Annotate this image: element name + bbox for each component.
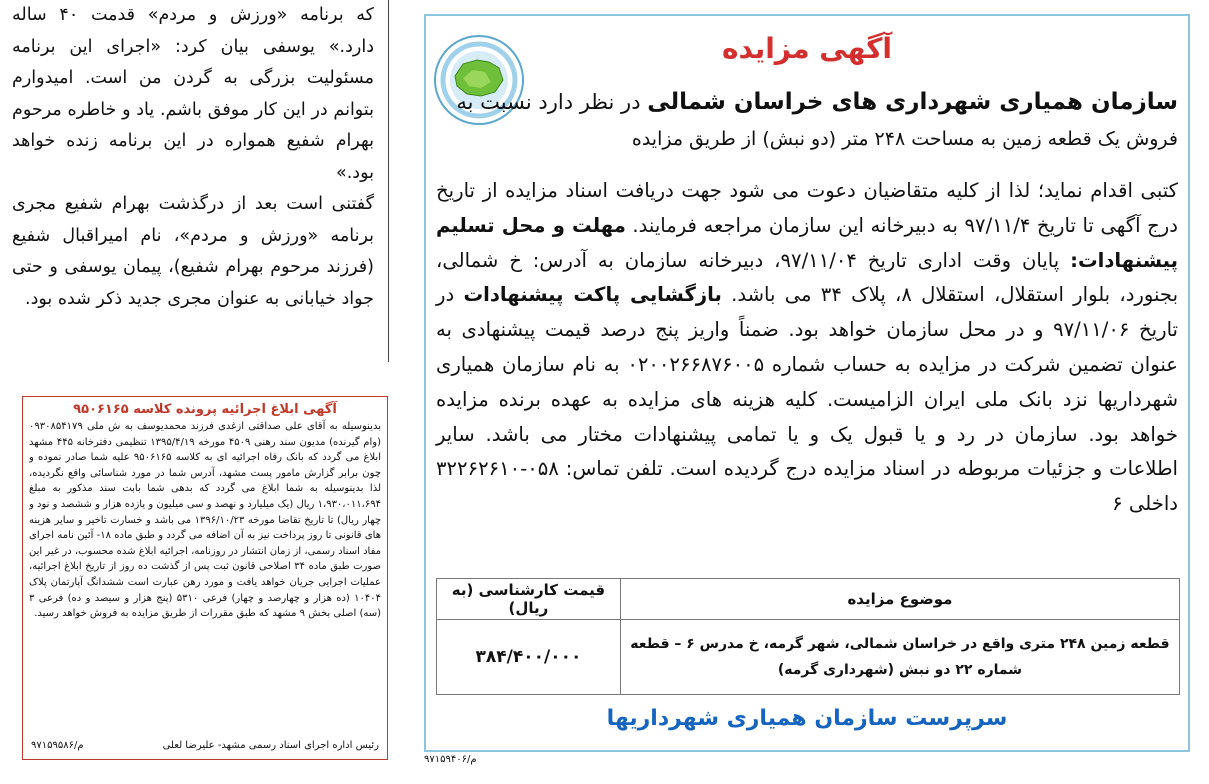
auction-table <box>436 578 1180 695</box>
notice-body: بدینوسیله به آقای علی صداقتی ازغدی فرزند محمدیوسف به ش ملی ۰۹۳۰۸۵۴۱۷۹ (وام گیرنده) مدیون سند رهنی ۴۵۰۹ مورخه ۱۳۹۵/۴/۱۹ تنظیمی دفترخانه ۴۴۵ مشهد ابلاغ می گردد که بانک رفاه اجرائیه ای به کلاسه ۹۵۰۶۱۶۵ علیه شما صادر نموده و چون برابر گزارش مامور پست مشهد، آدرس شما در مورد شناسائی واقع نگردیده، لذا بدینوسیله به شما ابلاغ می گردد که بدهی شما بابت سند مذکور به مبلغ ۱،۹۳۰،۰۱۱،۶۹۴ ریال (یک میلیارد و نهصد و سی میلیون و یازده هزار و ششصد و نود و چهار ریال) تا تاریخ تقاضا مورخه ۱۳۹۶/۱۰/۲۳ می باشد و خسارت تاخیر و سایر هزینه های قانونی تا روز پرداخت نیز به آن اضافه می گردد و طبق ماده ۱۸- آئین نامه اجرای مفاد اسناد رسمی، از زمان انتشار در روزنامه، اجرائیه ابلاغ شده محسوب، در غیر این صورت طبق ماده ۳۴ اصلاحی قانون ثبت پس از گذشت ده روز از تاریخ ابلاغ اجرائیه، عملیات اجرایی جریان خواهد یافت و مورد رهن عبارت است ششدانگ آپارتمان پلاک ۱۰۴۰۴ (ده هزار و چهارصد و چهار) فرعی ۵۳۱۰ (پنج هزار و سیصد و ده) فرعی ۳ (سه) اصلی بخش ۹ مشهد که طبق مقررات از طریق مزایده به فروش خواهد رسید. <box>29 421 381 620</box>
ad-lead <box>456 82 1178 122</box>
auction-ad <box>424 14 1190 752</box>
deadline-label: مهلت و محل تسلیم پیشنهادات: <box>436 213 1178 272</box>
table-header-subject: موضوع مزایده <box>620 579 1179 620</box>
column-divider <box>388 0 389 362</box>
article-paragraph: گفتنی است بعد از درگذشت بهرام شفیع مجری برنامه «ورزش و مردم»، نام امیراقبال شفیع (فرزند مرحوم بهرام شفیع)، پیمان یوسفی و حتی جواد خیابانی به عنوان مجری جدید ذکر شده بود. <box>12 194 374 309</box>
opening-label: بازگشایی پاکت پیشنهادات <box>463 283 722 307</box>
ad-title: آگهی مزایده <box>721 32 892 65</box>
ad-body <box>436 174 1178 522</box>
notice-code: ۹۷۱۵۹۵۸۶/م <box>31 740 84 751</box>
notice-signature: رئیس اداره اجرای اسناد رسمی مشهد- علیرضا لعلی <box>162 740 379 751</box>
table-header-price: قیمت کارشناسی (به ریال) <box>437 579 621 620</box>
ad-body-text: کتبی اقدام نماید؛ لذا از کلیه متقاضیان دعوت می شود جهت دریافت اسناد مزایده از تاریخ درج آگهی تا تاریخ ۹۷/۱۱/۴ به دبیرخانه این سازمان مراجعه فرمایند. <box>436 179 1178 237</box>
article-paragraph: که برنامه «ورزش و مردم» قدمت ۴۰ ساله دارد.» یوسفی بیان کرد: «اجرای این برنامه مسئولیت بزرگی به گردن من است. امیدوارم بتوانم در این کار موفق باشم. یاد و خاطره مرحوم بهرام شفیع همواره در این برنامه زنده خواهد بود.» <box>12 5 374 183</box>
legal-notice <box>22 396 388 760</box>
ad-signature: سرپرست سازمان همیاری شهرداریها <box>606 706 1008 731</box>
table-row <box>437 620 1180 695</box>
article-text <box>12 0 374 360</box>
ad-code: ۹۷۱۵۹۴۰۶/م <box>424 754 477 765</box>
opening-text: در تاریخ ۹۷/۱۱/۰۶ و در محل سازمان خواهد بود. ضمناً واریز پنج درصد قیمت پیشنهادی به عنوان تضمین شرکت در مزایده به حساب شماره ۰۲۰۰۲۶۶۸۷۶۰۰۵ به نام سازمان همیاری شهرداریها نزد بانک ملی ایران الزامیست. کلیه هزینه های مزایده به عهده برنده مزایده خواهد بود. سازمان در رد و یا قبول یک و یا تمامی پیشنهادات مختار می باشد. سایر اطلاعات و جزئیات مربوطه در اسناد مزایده درج گردیده است. تلفن تماس: ۰۵۸-۳۲۲۶۲۶۱۰ داخلی ۶ <box>436 283 1178 516</box>
table-cell-subject: قطعه زمین ۲۴۸ متری واقع در خراسان شمالی، شهر گرمه، خ مدرس ۶ – قطعه شماره ۲۲ دو نبش (شهرداری گرمه) <box>620 620 1179 695</box>
organization-name: سازمان همیاری شهرداری های خراسان شمالی <box>647 89 1178 115</box>
table-cell-price: ۳۸۴/۴۰۰/۰۰۰ <box>437 620 621 695</box>
notice-title: آگهی ابلاغ اجرائیه پرونده کلاسه ۹۵۰۶۱۶۵ <box>73 402 337 417</box>
deadline-text: پایان وقت اداری تاریخ ۹۷/۱۱/۰۴، دبیرخانه سازمان به آدرس: خ شمالی، بجنورد، بلوار استقلال، استقلال ۸، پلاک ۳۴ می باشد. <box>436 248 1179 307</box>
ad-lead-text: در نظر دارد نسبت به <box>456 90 641 114</box>
ad-subject-line: فروش یک قطعه زمین به مساحت ۲۴۸ متر (دو نبش) از طریق مزایده <box>631 128 1178 150</box>
